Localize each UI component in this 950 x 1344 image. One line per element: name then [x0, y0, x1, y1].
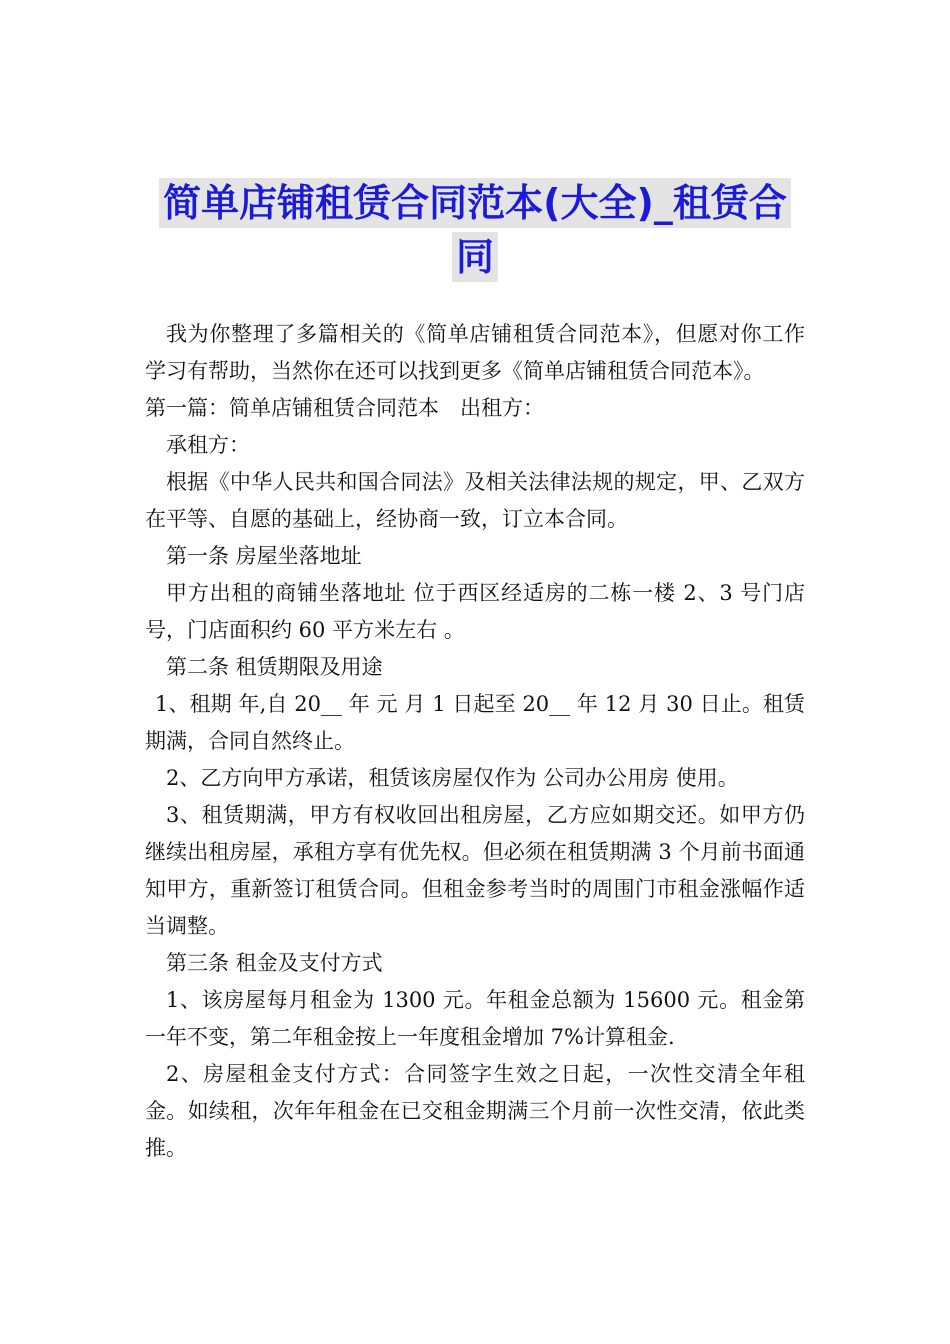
article-2-item-3: 3、租赁期满，甲方有权收回出租房屋，乙方应如期交还。如甲方仍继续出租房屋，承租方享有优先权。但必须在租赁期满 3 个月前书面通知甲方，重新签订租赁合同。但租金参考当时的周围门市租金涨幅作适当调整。 — [145, 803, 805, 938]
document-title — [140, 178, 810, 282]
document-body — [145, 316, 805, 1167]
article-3-item-1: 1、该房屋每月租金为 1300 元。年租金总额为 15600 元。租金第一年不变，第二年租金按上一年度租金增加 7%计算租金. — [145, 988, 805, 1049]
title-line-1: 简单店铺租赁合同范本(大全)_租赁合 — [159, 178, 791, 228]
paragraph-preamble: 根据《中华人民共和国合同法》及相关法律法规的规定，甲、乙双方在平等、自愿的基础上，经协商一致，订立本合同。 — [145, 470, 805, 531]
article-3-heading: 第三条 租金及支付方式 — [166, 951, 383, 975]
article-1-body: 甲方出租的商铺坐落地址 位于西区经适房的二栋一楼 2、3 号门店号，门店面积约 60 平方米左右 。 — [145, 581, 805, 642]
paragraph-section-heading: 第一篇：简单店铺租赁合同范本 出租方： — [145, 396, 544, 420]
article-2-item-1: 1、租期 年,自 20__ 年 元 月 1 日起至 20__ 年 12 月 30 日止。租赁期满，合同自然终止。 — [145, 692, 805, 753]
article-2-item-2: 2、乙方向甲方承诺，租赁该房屋仅作为 公司办公用房 使用。 — [166, 766, 739, 790]
article-2-heading: 第二条 租赁期限及用途 — [166, 655, 383, 679]
article-3-item-2: 2、房屋租金支付方式：合同签字生效之日起，一次性交清全年租金。如续租，次年年租金在已交租金期满三个月前一次性交清，依此类推。 — [145, 1062, 805, 1160]
article-1-heading: 第一条 房屋坐落地址 — [166, 544, 362, 568]
paragraph-intro: 我为你整理了多篇相关的《简单店铺租赁合同范本》，但愿对你工作学习有帮助，当然你在还可以找到更多《简单店铺租赁合同范本》。 — [145, 322, 805, 383]
paragraph-lessee: 承租方： — [166, 433, 250, 457]
title-line-2: 同 — [452, 232, 498, 282]
